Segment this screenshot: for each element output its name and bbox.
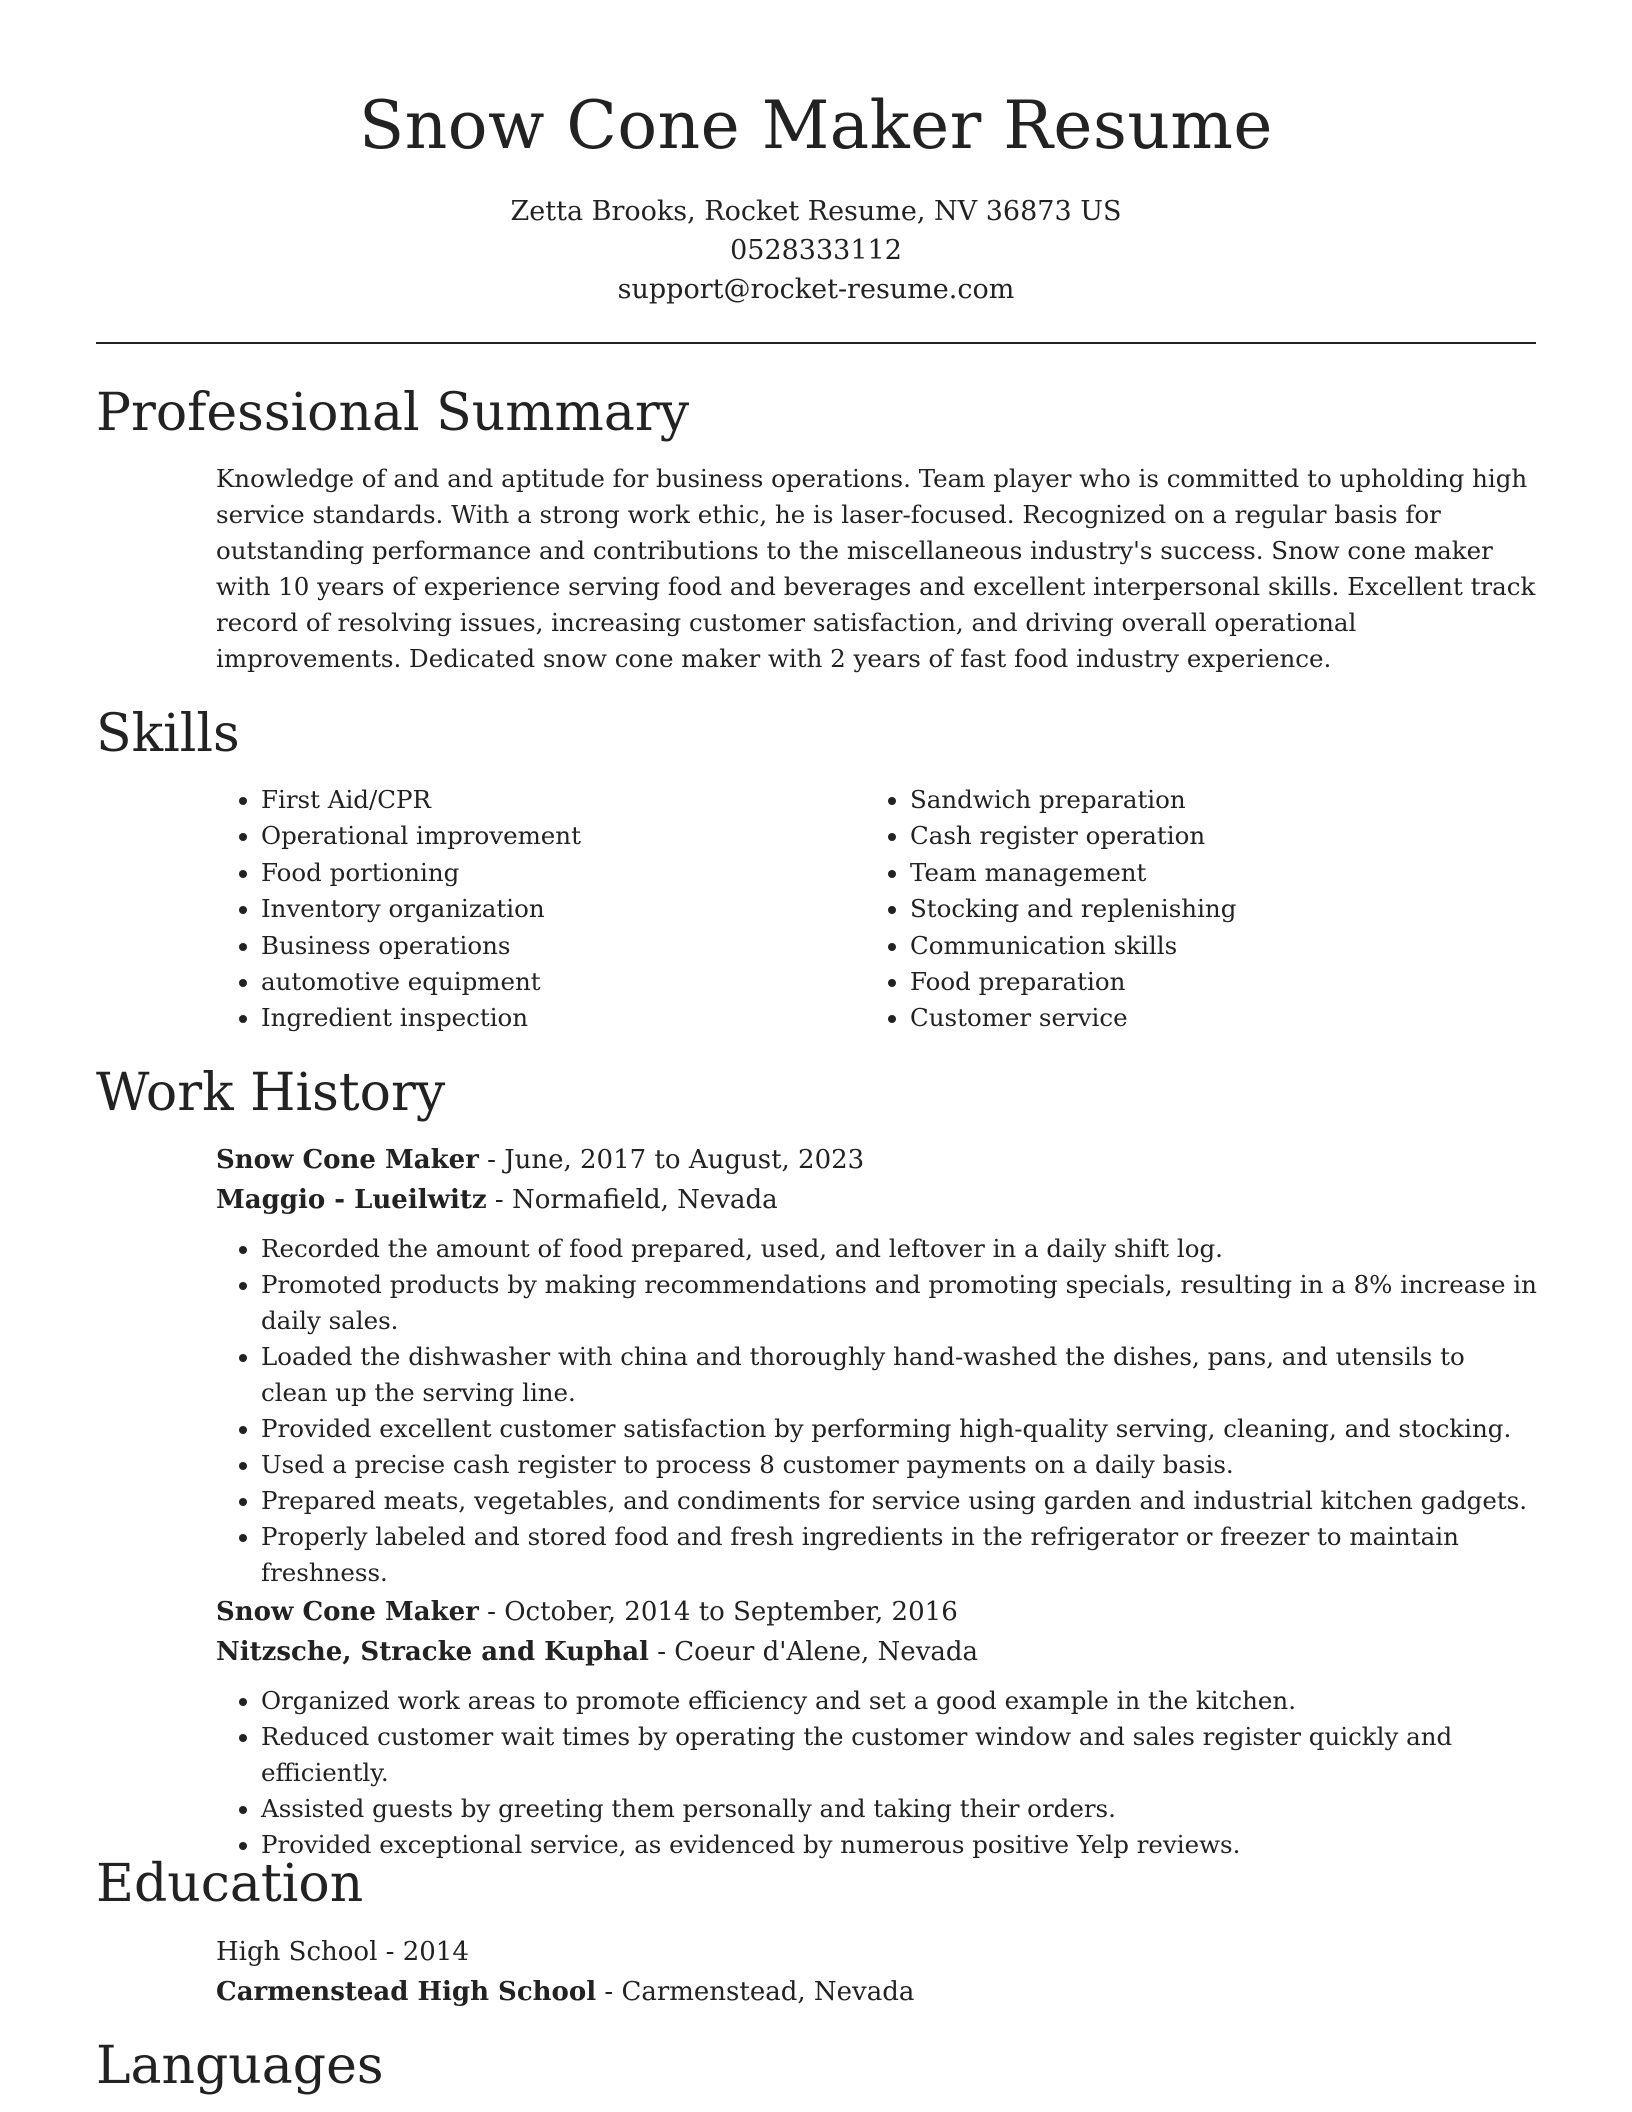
education-location: - Carmenstead, Nevada <box>596 1977 915 2007</box>
job-company-line <box>216 1180 1538 1220</box>
job-position: Snow Cone Maker <box>216 1145 479 1175</box>
work-history-heading: Work History <box>96 1063 446 1123</box>
job-position: Snow Cone Maker <box>216 1597 479 1627</box>
education-year: - 2014 <box>377 1937 469 1967</box>
job-bullet: • Promoted products by making recommendations and promoting specials, resulting in a 8% increase in daily sales. <box>261 1267 1538 1339</box>
education-school-line <box>216 1972 1538 2012</box>
skill-item: • automotive equipment <box>261 964 865 1000</box>
contact-phone: 0528333112 <box>730 235 902 266</box>
job-bullets <box>216 1683 1538 1863</box>
job-dates: - June, 2017 to August, 2023 <box>478 1145 865 1175</box>
job-company: Maggio - Lueilwitz <box>216 1185 487 1215</box>
job-bullet: • Properly labeled and stored food and fresh ingredients in the refrigerator or freezer to maintain freshness. <box>261 1519 1538 1591</box>
job-bullet: • Assisted guests by greeting them personally and taking their orders. <box>261 1791 1538 1827</box>
education-entry <box>216 1932 1538 2012</box>
contact-info <box>0 192 1632 309</box>
summary-text: Knowledge of and and aptitude for business operations. Team player who is committed to upholding high service standards. With a strong work ethic, he is laser-focused. Recognized on a regular basis for outstanding performance and contributions to the miscellaneous industry's success. Snow cone maker with 10 years of experience serving food and beverages and excellent interpersonal skills. Excellent track record of resolving issues, increasing customer satisfaction, and driving overall operational improvements. Dedicated snow cone maker with 2 years of fast food industry experience. <box>216 464 1536 673</box>
skill-item: • Ingredient inspection <box>261 1000 865 1036</box>
skill-item: • Customer service <box>910 1000 1514 1036</box>
education-degree: High School <box>216 1937 378 1967</box>
job-location: - Normafield, Nevada <box>486 1185 778 1215</box>
job-bullet: • Provided exceptional service, as evidenced by numerous positive Yelp reviews. <box>261 1827 1538 1863</box>
job-company-line <box>216 1632 1538 1672</box>
contact-address: Zetta Brooks, Rocket Resume, NV 36873 US <box>510 196 1122 227</box>
job-bullet: • Loaded the dishwasher with china and thoroughly hand-washed the dishes, pans, and utensils to clean up the serving line. <box>261 1339 1538 1411</box>
education-degree-line <box>216 1932 1538 1972</box>
job-title-line <box>216 1592 1538 1632</box>
skill-item: • Cash register operation <box>910 818 1514 854</box>
job-dates: - October, 2014 to September, 2016 <box>478 1597 958 1627</box>
skill-item: • Sandwich preparation <box>910 782 1514 818</box>
job-bullet: • Used a precise cash register to process 8 customer payments on a daily basis. <box>261 1447 1538 1483</box>
skills-column-right <box>865 782 1514 1037</box>
job-entry <box>216 1140 1538 1591</box>
job-title-line <box>216 1140 1538 1180</box>
contact-email: support@rocket-resume.com <box>617 274 1015 305</box>
skills-heading: Skills <box>96 704 240 764</box>
job-company: Nitzsche, Stracke and Kuphal <box>216 1637 649 1667</box>
resume-header <box>0 0 1632 309</box>
job-bullet: • Provided excellent customer satisfaction by performing high-quality serving, cleaning, and stocking. <box>261 1411 1538 1447</box>
job-bullets <box>216 1231 1538 1591</box>
skill-item: • Food preparation <box>910 964 1514 1000</box>
resume-title: Snow Cone Maker Resume <box>359 87 1273 164</box>
skills-column-left <box>216 782 865 1037</box>
skill-item: • Inventory organization <box>261 891 865 927</box>
job-bullet: • Organized work areas to promote efficiency and set a good example in the kitchen. <box>261 1683 1538 1719</box>
job-location: - Coeur d'Alene, Nevada <box>648 1637 979 1667</box>
skill-item: • First Aid/CPR <box>261 782 865 818</box>
summary-heading: Professional Summary <box>96 383 690 443</box>
job-entry <box>216 1592 1538 1863</box>
job-bullet: • Prepared meats, vegetables, and condiments for service using garden and industrial kitchen gadgets. <box>261 1483 1538 1519</box>
languages-heading: Languages <box>96 2036 384 2096</box>
education-heading: Education <box>96 1854 364 1914</box>
skill-item: • Business operations <box>261 928 865 964</box>
education-school: Carmenstead High School <box>216 1977 597 2007</box>
skill-item: • Food portioning <box>261 855 865 891</box>
skill-item: • Team management <box>910 855 1514 891</box>
skill-item: • Communication skills <box>910 928 1514 964</box>
job-bullet: • Reduced customer wait times by operating the customer window and sales register quickly and efficiently. <box>261 1719 1538 1791</box>
job-bullet: • Recorded the amount of food prepared, used, and leftover in a daily shift log. <box>261 1231 1538 1267</box>
skill-item: • Operational improvement <box>261 818 865 854</box>
skills-list <box>216 782 1538 1037</box>
skill-item: • Stocking and replenishing <box>910 891 1514 927</box>
header-divider <box>96 342 1536 344</box>
